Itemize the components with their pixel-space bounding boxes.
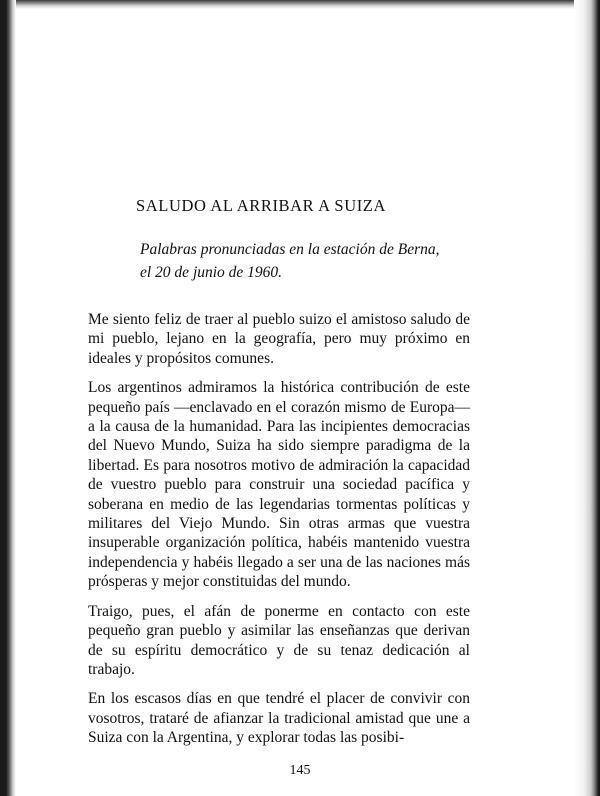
scan-left-edge <box>0 0 16 796</box>
body-text <box>88 310 470 748</box>
epigraph-line-2: el 20 de junio de 1960. <box>140 264 283 281</box>
page-number: 145 <box>289 763 311 778</box>
paragraph-1: Me siento feliz de traer al pueblo suizo el amistoso saludo de mi pueblo, lejano en la geografía, pero muy próximo en ideales y propósitos comunes. <box>88 311 470 367</box>
scan-top-edge <box>8 0 600 9</box>
scan-right-edge <box>574 0 600 796</box>
chapter-title: SALUDO AL ARRIBAR A SUIZA <box>136 196 387 215</box>
paragraph-4: En los escasos días en que tendré el placer de convivir con vosotros, trataré de afianzar la tradicional amistad que une a Suiza con la Argentina, y explorar todas las posibi- <box>88 690 470 747</box>
page-content <box>88 196 470 758</box>
epigraph <box>140 238 470 284</box>
paragraph-2: Los argentinos admiramos la histórica contribución de este pequeño país —enclavado en el corazón mismo de Europa— a la causa de la humanidad. Para las incipientes democracias del Nuevo Mundo, Suiza ha sido siempre paradigma de la libertad. Es para nosotros motivo de admiración la capacidad de vuestro pueblo para construir una sociedad pacífica y soberana en medio de las legendarias tormentas políticas y militares del Viejo Mundo. Sin otras armas que vuestra insuperable organización política, habéis mantenido vuestra independencia y habéis llegado a ser una de las naciones más prósperas y mejor constituidas del mundo. <box>88 379 470 591</box>
paragraph-3: Traigo, pues, el afán de ponerme en contacto con este pequeño gran pueblo y asimilar las enseñanzas que derivan de su espíritu democrático y de su tenaz dedicación al trabajo. <box>88 602 470 678</box>
epigraph-line-1: Palabras pronunciadas en la estación de Berna, <box>140 241 440 258</box>
